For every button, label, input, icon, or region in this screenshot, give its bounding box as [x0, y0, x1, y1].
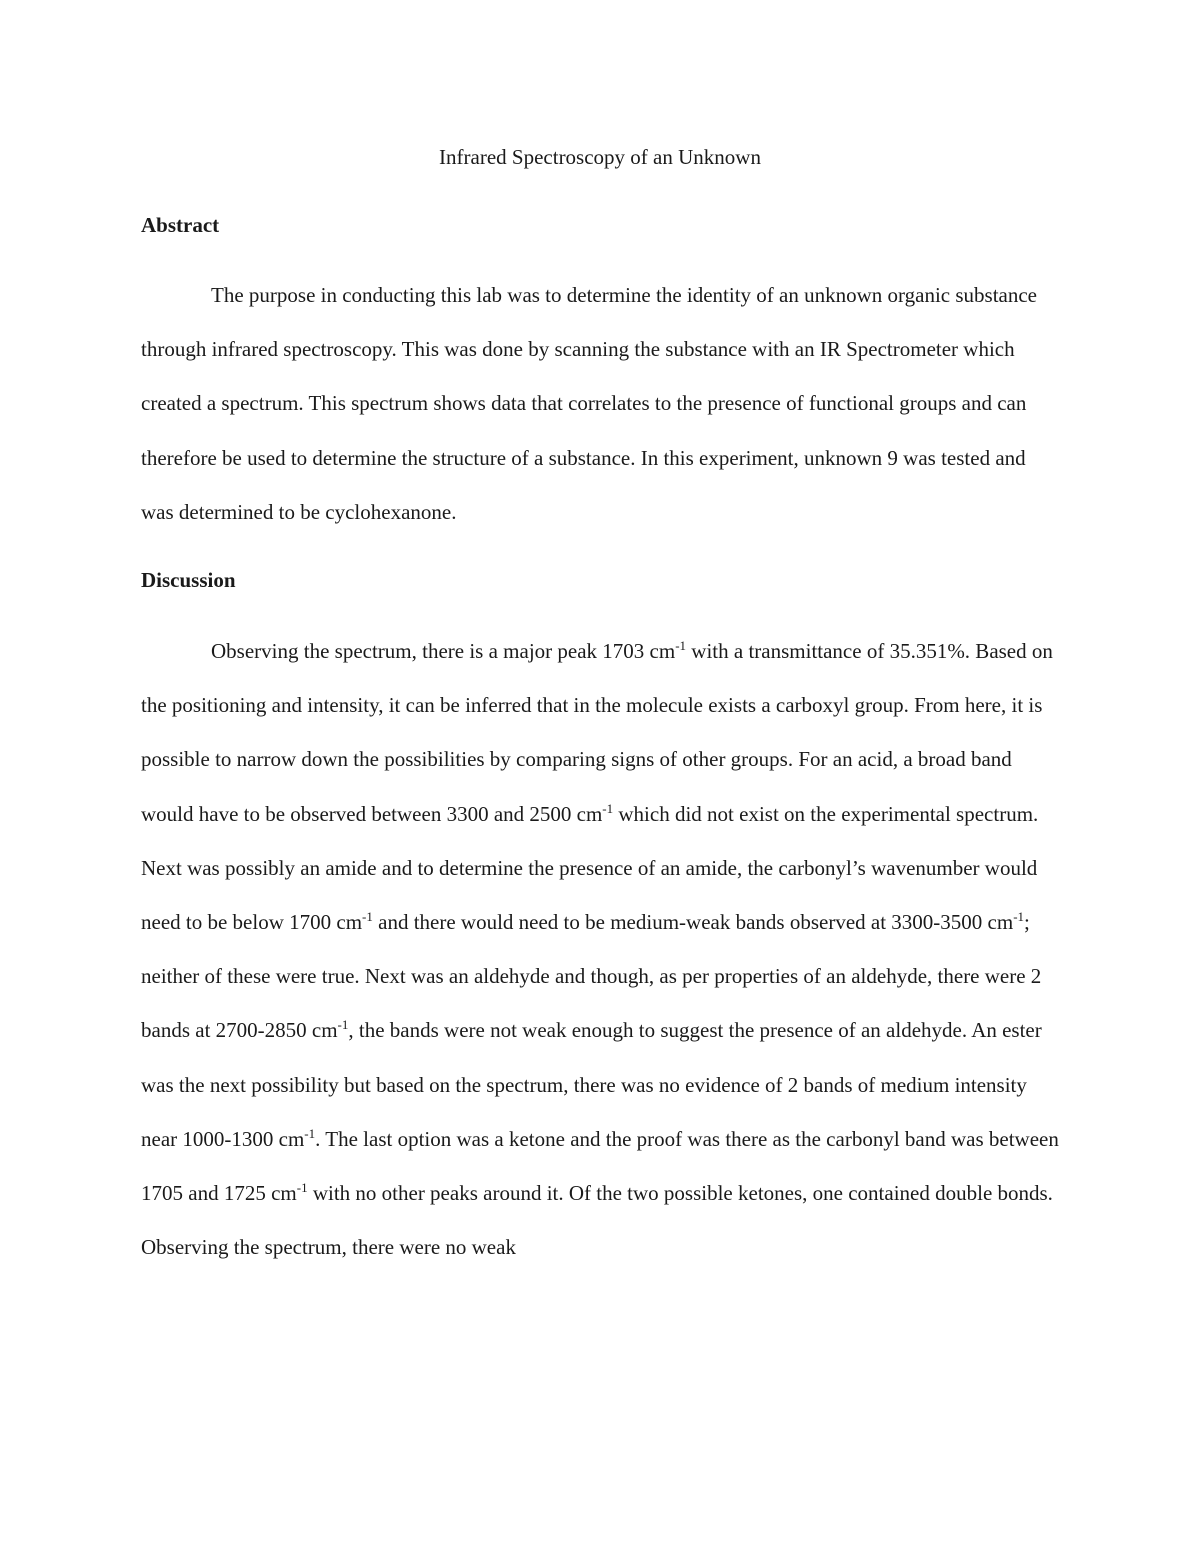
abstract-paragraph: The purpose in conducting this lab was to determine the identity of an unknown organic substance through infrared spectroscopy. This was done by scanning the substance with an IR Spectrometer which created a spectrum. This spectrum shows data that correlates to the presence of functional groups and can therefore be used to determine the structure of a substance. In this experiment, unknown 9 was tested and was determined to be cyclohexanone. [141, 283, 1038, 524]
superscript-exponent: -1 [296, 1180, 308, 1196]
superscript-exponent: -1 [675, 638, 687, 653]
abstract-heading: Abstract [141, 213, 220, 237]
discussion-text: and there would need to be medium-weak bands observed at 3300-3500 cm [372, 910, 1014, 935]
superscript-exponent: -1 [304, 1125, 316, 1141]
discussion-text: , the bands were not weak enough to suggest the presence of an aldehyde. An ester was the next possibility but based on the spectrum, there was no evidence of 2 bands of medium intensity near 1000-1300 cm [141, 1018, 1042, 1151]
superscript-exponent: -1 [337, 1017, 349, 1033]
discussion-text: Observing the spectrum, there is a major peak 1703 cm [211, 639, 676, 663]
superscript-exponent: -1 [602, 800, 614, 816]
discussion-text: with a transmittance of 35.351%. Based on the positioning and intensity, it can be inferred that in the molecule exists a carboxyl group. From here, it is possible to narrow down the possibilities by comparing signs of other groups. For an acid, a broad band would have to be observed between 3300 and 2500 cm [141, 639, 1053, 826]
discussion-text: with no other peaks around it. Of the two possible ketones, one contained double bonds. Observing the spectrum, there were no weak [141, 1181, 1053, 1260]
superscript-exponent: -1 [362, 909, 373, 925]
document-title: Infrared Spectroscopy of an Unknown [439, 145, 761, 169]
superscript-exponent: -1 [1013, 909, 1025, 925]
discussion-heading: Discussion [141, 568, 236, 592]
discussion-paragraph [141, 624, 1059, 1274]
discussion-text: . The last option was a ketone and the proof was there as the carbonyl band was between 1705 and 1725 cm [141, 1126, 1059, 1206]
discussion-text: which did not exist on the experimental spectrum. Next was possibly an amide and to determine the presence of an amide, the carbonyl’s wavenumber would need to be below 1700 cm [141, 801, 1039, 935]
discussion-text: ; neither of these were true. Next was an aldehyde and though, as per properties of an aldehyde, there were 2 bands at 2700-2850 cm [141, 910, 1042, 1043]
